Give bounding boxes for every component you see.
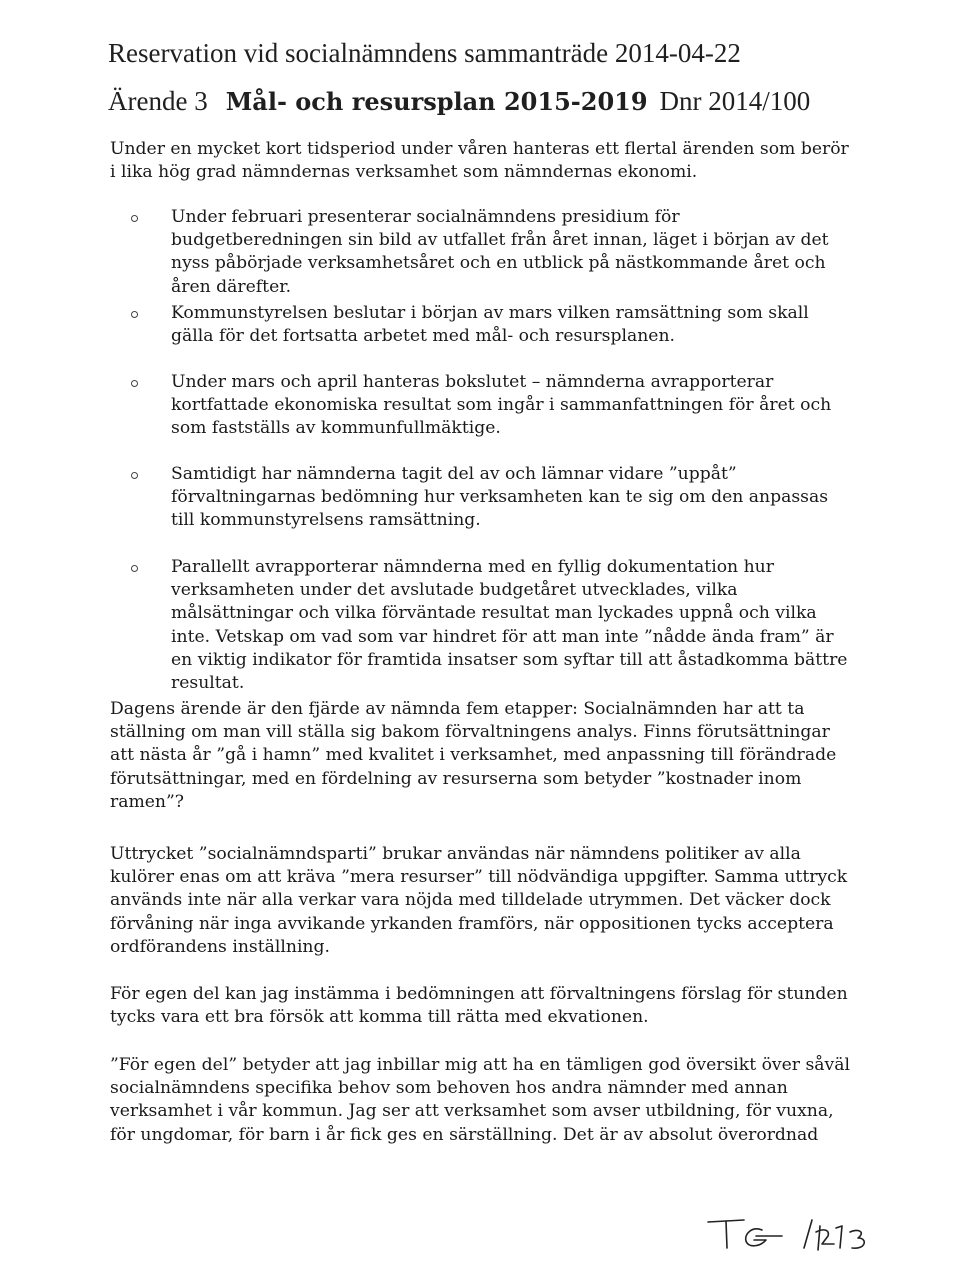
- bullet-dot-icon: [131, 215, 138, 222]
- bullet-item: [171, 206, 851, 299]
- body-paragraph: Uttrycket ”socialnämndsparti” brukar användas när nämndens politiker av alla kulörer enas om att kräva ”mera resurser” till nödvändiga uppgifter. Samma uttryck används inte när alla verkar vara nöjda med tilldelade utrymmen. Det väcker dock förvåning när inga avvikande yrkanden framförs, när oppositionen tycks acceptera ordförandens inställning.: [110, 844, 848, 957]
- handwritten-signature: [700, 1210, 900, 1260]
- body-paragraph: ”För egen del” betyder att jag inbillar mig att ha en tämligen god översikt över såväl socialnämndens specifika behov som behoven hos andra nämnder med annan verksamhet i vår kommun. Jag ser att verksamhet som avser utbildning, för vuxna, för ungdomar, för barn i år fick ges en särställning. Det är av absolut överordnad: [110, 1055, 851, 1145]
- bullet-item: [171, 371, 851, 441]
- bullet-dot-icon: [131, 565, 138, 572]
- case-number: Dnr 2014/100: [659, 86, 811, 116]
- bullet-item: [171, 302, 851, 348]
- bullet-dot-icon: [131, 380, 138, 387]
- bullet-text: Kommunstyrelsen beslutar i början av mars vilken ramsättning som skall gälla för det fortsatta arbetet med mål- och resursplanen.: [171, 303, 809, 347]
- bullet-item: [171, 556, 851, 695]
- bullet-text: Samtidigt har nämnderna tagit del av och lämnar vidare ”uppåt” förvaltningarnas bedömning hur verksamheten kan te sig om den anpassas till kommunstyrelsens ramsättning.: [171, 464, 829, 531]
- body-paragraph: Dagens ärende är den fjärde av nämnda fem etapper: Socialnämnden har att ta ställning om man vill ställa sig bakom förvaltningens analys. Finns förutsättningar att nästa år ”gå i hamn” med kvalitet i verksamhet, med anpassning till förändrade förutsättningar, med en fördelning av resurserna som betyder ”kostnader inom ramen”?: [110, 699, 837, 812]
- bullet-text: Under mars och april hanteras bokslutet – nämnderna avrapporterar kortfattade ekonomiska resultat som ingår i sammanfattningen för året och som fastställs av kommunfullmäktige.: [171, 372, 832, 439]
- case-heading: [108, 86, 810, 117]
- bullet-text: Under februari presenterar socialnämndens presidium för budgetberedningen sin bild av utfallet från året innan, läget i början av det nyss påbörjade verksamhetsåret och en utblick på nästkommande året och åren därefter.: [171, 207, 829, 297]
- case-title: Mål- och resursplan 2015-2019: [225, 87, 648, 116]
- body-paragraph: För egen del kan jag instämma i bedömningen att förvaltningens förslag för stunden tycks vara ett bra försök att komma till rätta med ekvationen.: [110, 984, 848, 1028]
- bullet-text: Parallellt avrapporterar nämnderna med en fyllig dokumentation hur verksamheten under det avslutade budgetåret utvecklades, vilka målsättningar och vilka förväntade resultat man lyckades uppnå och vilka inte. Vetskap om vad som var hindret för att man inte ”nådde ända fram” är en viktig indikator för framtida insatser som syftar till att åstadkomma bättre resultat.: [171, 557, 848, 694]
- case-label: Ärende 3: [108, 86, 208, 116]
- bullet-item: [171, 463, 851, 533]
- bullet-dot-icon: [131, 472, 138, 479]
- document-title: Reservation vid socialnämndens sammanträde 2014-04-22: [108, 38, 741, 68]
- bullet-dot-icon: [131, 311, 138, 318]
- intro-paragraph: Under en mycket kort tidsperiod under våren hanteras ett flertal ärenden som berör i lika hög grad nämndernas verksamhet som nämndernas ekonomi.: [110, 139, 849, 183]
